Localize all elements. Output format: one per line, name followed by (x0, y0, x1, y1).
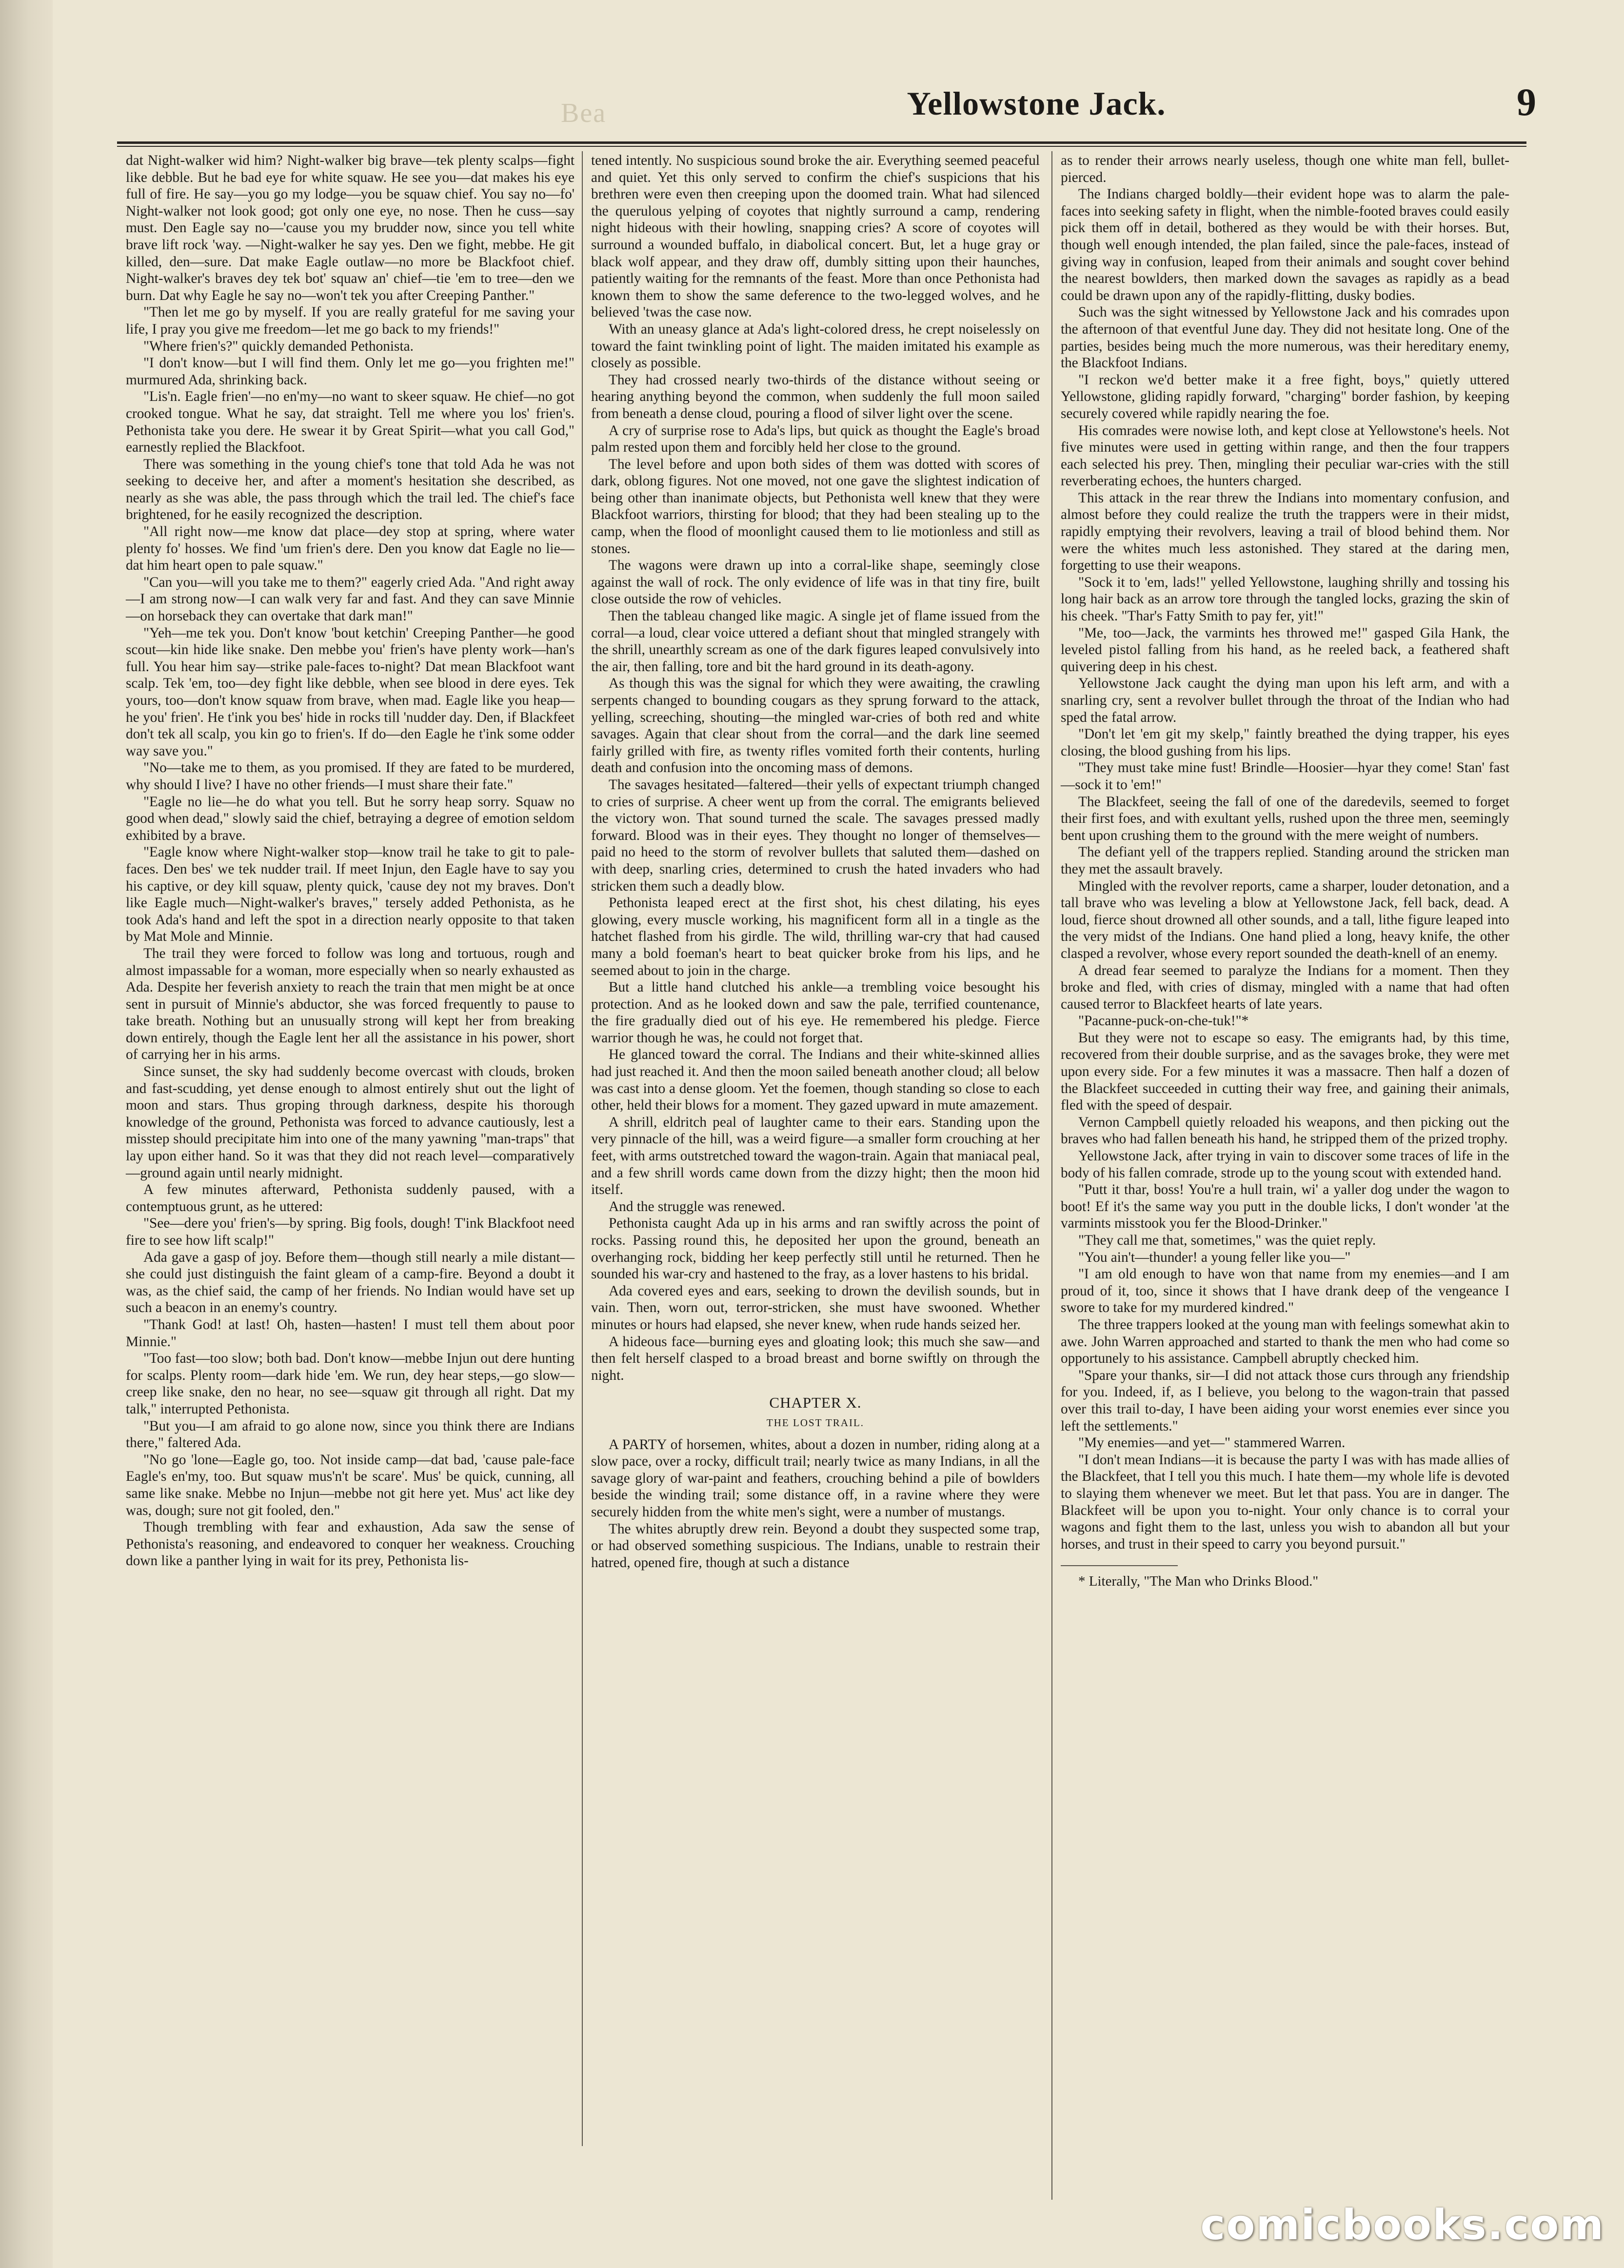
page-number: 9 (1517, 81, 1536, 124)
paragraph: "No—take me to them, as you promised. If they are fated to be murdered, why should I live? I have no other friends—I must share their fate." (126, 760, 574, 793)
paragraph: The Blackfeet, seeing the fall of one of the daredevils, seemed to forget their first foes, and with exultant yells, rushed upon the three men, seemingly bent upon crushing them to the ground with the mere weight of numbers. (1061, 794, 1509, 843)
paragraph: The whites abruptly drew rein. Beyond a doubt they suspected some trap, or had observed something suspicious. The Indians, unable to restrain their hatred, opened fire, though at such a distance (591, 1521, 1040, 1571)
paragraph: Then the tableau changed like magic. A single jet of flame issued from the corral—a loud, clear voice uttered a defiant shout that mingled strangely with the shrill, unearthly scream as one of the dark figures leaped convulsively into the air, then falling, tore and bit the hard ground in its death-agony. (591, 608, 1040, 675)
paragraph: "Sock it to 'em, lads!" yelled Yellowstone, laughing shrilly and tossing his long hair back as an arrow tore through the tangled locks, grazing the skin of his cheek. "Thar's Fatty Smith to pay fer, yit!" (1061, 574, 1509, 624)
text-column-3 (1061, 152, 1509, 1590)
column-divider (1051, 151, 1052, 2200)
paragraph: "My enemies—and yet—" stammered Warren. (1078, 1435, 1346, 1451)
paragraph: "Too fast—too slow; both bad. Don't know—mebbe Injun out dere hunting for scalps. Plenty room—dark hide 'em. We run, dey hear steps,—go slow—creep like snake, den no hear, no see—squaw git through all right. Dat my talk," interrupted Pethonista. (126, 1351, 574, 1417)
paragraph: dat Night-walker wid him? Night-walker big brave—tek plenty scalps—fight like debble. But he bad eye for white squaw. He see you—dat makes his eye full of fire. He say—you go my lodge—you be squaw chief. You say no—fo' Night-walker not look good; got only one eye, no nose. Then he cuss—say must. Den Eagle say no—'cause you my brudder now, since you tell white brave lift rock 'way. —Night-walker he say yes. Den we fight, mebbe. He git killed, den—sure. Dat make Eagle outlaw—no more be Blackfoot chief. Night-walker's braves dey tek bot' squaw an' chief—tie 'em to tree—den we burn. Dat why Eagle he say no—won't tek you after Creeping Panther." (126, 153, 574, 303)
column-divider (582, 151, 583, 2146)
paragraph: "Eagle no lie—he do what you tell. But he sorry heap sorry. Squaw no good when dead," slowly said the chief, betraying a degree of emotion seldom exhibited by a brave. (126, 794, 574, 843)
paragraph: "No go 'lone—Eagle go, too. Not inside camp—dat bad, 'cause pale-face Eagle's en'my, too. But squaw mus'n't be scare'. Mus' be quick, cunning, all same like snake. Mebbe no Injun—mebbe not git here yet. Mus' act like dey was, dough; sure not git fooled, den." (126, 1452, 574, 1518)
paragraph: The defiant yell of the trappers replied. Standing around the stricken man they met the assault bravely. (1061, 844, 1509, 877)
header-rule (117, 141, 1526, 147)
paragraph: Vernon Campbell quietly reloaded his weapons, and then picking out the braves who had fallen beneath his hand, he stripped them of the prized trophy. (1061, 1114, 1509, 1147)
binding-gutter (0, 0, 53, 2268)
paragraph: A few minutes afterward, Pethonista suddenly paused, with a contemptuous grunt, as he uttered: (126, 1182, 574, 1214)
running-title: Yellowstone Jack. (907, 85, 1166, 122)
paragraph: They had crossed nearly two-thirds of the distance without seeing or hearing anything beyond the common, when suddenly the full moon sailed from beneath a dense cloud, pouring a flood of silver light over the scene. (591, 372, 1040, 421)
paragraph: "Spare your thanks, sir—I did not attack those curs through any friendship for you. Indeed, if, as I believe, you belong to the wagon-train that passed over this trail to-day, I have been aiding your worst enemies ever since you left the settlements." (1061, 1367, 1509, 1434)
paragraph: Pethonista caught Ada up in his arms and ran swiftly across the point of rocks. Passing round this, he deposited her upon the ground, beneath an overhanging rock, bidding her keep perfectly still until he returned. Then he sounded his war-cry and hastened to the fray, as a lover hastens to his bridal. (591, 1215, 1040, 1282)
paragraph: "All right now—me know dat place—dey stop at spring, where water plenty fo' hosses. We find 'um frien's dere. Den you know dat Eagle no lie—dat him heart open to pale squaw." (126, 524, 574, 574)
paragraph: "They call me that, sometimes," was the quiet reply. (1078, 1233, 1376, 1248)
paragraph: "Pacanne-puck-on-che-tuk!"* (1078, 1013, 1249, 1029)
paragraph: "I reckon we'd better make it a free fight, boys," quietly uttered Yellowstone, gliding rapidly forward, "charging" border fashion, by keeping securely covered while rapidly nearing the foe. (1061, 372, 1509, 421)
paragraph: The savages hesitated—faltered—their yells of expectant triumph changed to cries of surprise. A cheer went up from the corral. The emigrants believed the victory won. That sound turned the scale. The savages pressed madly forward. Blood was in their eyes. They thought no longer of themselves—paid no heed to the storm of revolver bullets that saluted them—dashed on with deep, snarling cries, determined to crush the hated invaders who had stricken them such a deadly blow. (591, 776, 1040, 894)
paragraph: There was something in the young chief's tone that told Ada he was not seeking to deceive her, and after a moment's hesitation she described, as nearly as she was able, the pass through which the trail led. The chief's face brightened, for he easily recognized the description. (126, 456, 574, 523)
paragraph: But they were not to escape so easy. The emigrants had, by this time, recovered from their double surprise, and as the savages broke, they were met upon every side. For a few minutes it was a massacre. Then half a dozen of the Blackfeet succeeded in cutting their way free, and gaining their animals, fled with the speed of despair. (1061, 1030, 1509, 1114)
paragraph: "Thank God! at last! Oh, hasten—hasten! I must tell them about poor Minnie." (126, 1316, 574, 1350)
text-column-1 (126, 152, 574, 1570)
paragraph: "I am old enough to have won that name from my enemies—and I am proud of it, too, since it shows that I have drank deep of the vengeance I swore to take for my murdered kindred." (1061, 1266, 1509, 1316)
paragraph: A cry of surprise rose to Ada's lips, but quick as thought the Eagle's broad palm rested upon them and forcibly held her close to the ground. (591, 422, 1040, 456)
paragraph: The level before and upon both sides of them was dotted with scores of dark, oblong figures. Not one moved, not one gave the slightest indication of being other than inanimate objects, but Pethonista well knew that they were Blackfoot warriors, thirsting for blood; that they had been stealing up to the camp, when the flood of moonlight caused them to lie motionless and still as stones. (591, 456, 1040, 557)
paragraph: "Putt it thar, boss! You're a hull train, wi' a yaller dog under the wagon to boot! Ef it's the same way you putt in the double licks, I don't wonder 'at the varmints misstook you fer the Blood-Drinker." (1061, 1182, 1509, 1232)
footnote: * Literally, "The Man who Drinks Blood." (1078, 1573, 1319, 1590)
paragraph: "Don't let 'em git my skelp," faintly breathed the dying trapper, his eyes closing, the blood gushing from his lips. (1061, 726, 1509, 759)
paragraph: "See—dere you' frien's—by spring. Big fools, dough! T'ink Blackfoot need fire to see how lift scalp!" (126, 1215, 574, 1248)
paragraph: "I don't mean Indians—it is because the party I was with has made allies of the Blackfeet, that I tell you this much. I hate them—my whole life is devoted to slaying them whenever we meet. But let that pass. You are in danger. The Blackfeet will be upon you to-night. Your only chance is to corral your wagons and fight them to the last, unless you wish to abandon all but your horses, and trust in their speed to carry you beyond pursuit." (1061, 1452, 1509, 1552)
paragraph: This attack in the rear threw the Indians into momentary confusion, and almost before they could realize the truth the trappers were in their midst, rapidly emptying their revolvers, leaving a trail of blood behind them. Nor were the whites much less astonished. They stared at the daring men, forgetting to use their weapons. (1061, 490, 1509, 574)
paragraph: "I don't know—but I will find them. Only let me go—you frighten me!" murmured Ada, shrinking back. (126, 355, 574, 388)
paragraph: "Then let me go by myself. If you are really grateful for me saving your life, I pray you give me freedom—let me go back to my friends!" (126, 304, 574, 337)
bleed-through-text: Bea (561, 98, 607, 128)
paragraph: "Can you—will you take me to them?" eagerly cried Ada. "And right away—I am strong now—I can walk very far and fast. And they can save Minnie—on horseback they can overtake that dark man!" (126, 574, 574, 624)
paragraph: The three trappers looked at the young man with feelings somewhat akin to awe. John Warren approached and started to thank the men who had come so opportunely to his assistance. Campbell abruptly checked him. (1061, 1316, 1509, 1367)
paragraph: Since sunset, the sky had suddenly become overcast with clouds, broken and fast-scudding, yet dense enough to almost entirely shut out the light of moon and stars. Thus groping through darkness, despite his thorough knowledge of the ground, Pethonista was forced to advance cautiously, lest a misstep should precipitate him into one of the many yawning "man-traps" that lay upon either hand. So it was that they did not reach level—comparatively—ground again until nearly midnight. (126, 1064, 574, 1181)
chapter-subtitle: THE LOST TRAIL. (766, 1416, 865, 1429)
paragraph: The trail they were forced to follow was long and tortuous, rough and almost impassable for a woman, more especially when so nearly exhausted as Ada. Despite her feverish anxiety to reach the train that men might be at once sent in pursuit of Minnie's abductor, she was forced frequently to pause to take breath. Nothing but an unusually strong will kept her from breaking down entirely, though the Eagle lent her all the assistance in his power, short of carrying her in his arms. (126, 945, 574, 1063)
paragraph: A hideous face—burning eyes and gloating look; this much she saw—and then felt herself clasped to a broad breast and borne swiftly on through the night. (591, 1333, 1040, 1383)
paragraph: But a little hand clutched his ankle—a trembling voice besought his protection. And as he looked down and saw the pale, terrified countenance, the fire gradually died out of his eye. He remembered his pledge. Fierce warrior though he was, he could not forget that. (591, 979, 1040, 1046)
paragraph: The wagons were drawn up into a corral-like shape, seemingly close against the wall of rock. The only evidence of life was in that tiny fire, built close outside the row of vehicles. (591, 557, 1040, 607)
paragraph: "Lis'n. Eagle frien'—no en'my—no want to skeer squaw. He chief—no got crooked tongue. What he say, dat straight. Tell me where you los' frien's. Pethonista take you dere. He swear it by Great Spirit—what you call God," earnestly replied the Blackfoot. (126, 389, 574, 456)
paragraph: "You ain't—thunder! a young feller like you—" (1078, 1249, 1351, 1265)
paragraph: Ada gave a gasp of joy. Before them—though still nearly a mile distant—she could just distinguish the faint gleam of a camp-fire. Beyond a doubt it was, as the chief said, the camp of her friends. No Indian would have set up such a beacon in an enemy's country. (126, 1249, 574, 1316)
paragraph: Mingled with the revolver reports, came a sharper, louder detonation, and a tall brave who was leveling a blow at Yellowstone Jack, fell back, dead. A loud, fierce shout drowned all other sounds, and a tall, lithe figure leaped into the very midst of the Indians. One hand plied a long, heavy knife, the other clasped a revolver, whose every report sounded the death-knell of an enemy. (1061, 878, 1509, 961)
site-watermark: comicbooks.com (1200, 2201, 1604, 2249)
paragraph: "Eagle know where Night-walker stop—know trail he take to git to pale-faces. Den bes' we tek nudder trail. If meet Injun, den Eagle have to say you his captive, or dey kill squaw, plenty quick, 'cause dey not my braves. Don't like Eagle much—Night-walker's braves," tersely added Pethonista, as he took Ada's hand and left the spot in a direction nearly opposite to that taken by Mat Mole and Minnie. (126, 844, 574, 945)
paragraph: Such was the sight witnessed by Yellowstone Jack and his comrades upon the afternoon of that eventful June day. They did not hesitate long. One of the parties, besides being much the more numerous, was their hereditary enemy, the Blackfoot Indians. (1061, 304, 1509, 371)
paragraph: "Where frien's?" quickly demanded Pethonista. (143, 338, 414, 354)
paragraph: as to render their arrows nearly useless, though one white man fell, bullet-pierced. (1061, 153, 1509, 185)
paragraph: As though this was the signal for which they were awaiting, the crawling serpents changed to bounding cougars as they sprung forward to the attack, yelling, screeching, shouting—the mingled war-cries of both red and white savages. Again that clear shout from the corral—and the dark line seemed fairly grilled with fire, as twenty rifles vomited forth their contents, hurling death and confusion into the oncoming mass of demons. (591, 676, 1040, 776)
paragraph: Yellowstone Jack, after trying in vain to discover some traces of life in the body of his fallen comrade, strode up to the young scout with extended hand. (1061, 1148, 1509, 1181)
paragraph: And the struggle was renewed. (609, 1198, 786, 1214)
paragraph: "They must take mine fust! Brindle—Hoosier—hyar they come! Stan' fast—sock it to 'em!" (1061, 760, 1509, 793)
paragraph: A PARTY of horsemen, whites, about a dozen in number, riding along at a slow pace, over a rocky, difficult trail; nearly twice as many Indians, in all the savage glory of war-paint and feathers, crouching behind a pile of bowlders beside the winding trail; some distance off, in a ravine where they were securely hidden from the white men's sight, were a number of mustangs. (591, 1436, 1040, 1520)
paragraph: A dread fear seemed to paralyze the Indians for a moment. Then they broke and fled, with cries of dismay, mingled with a name that had often caused terror to Blackfeet hearts of late years. (1061, 962, 1509, 1012)
text-column-2 (591, 152, 1040, 1571)
paragraph: The Indians charged boldly—their evident hope was to alarm the pale-faces into seeking safety in flight, when the nimble-footed braves could easily pick them off in detail, bothered as they would be with their horses. But, though well enough intended, the plan failed, since the pale-faces, instead of giving way in confusion, leaped from their animals and sought cover behind the nearest bowlders, then marked down the savages as rapidly as a bead could be drawn upon any of the rapidly-flitting, dusky bodies. (1061, 186, 1509, 303)
paragraph: Yellowstone Jack caught the dying man upon his left arm, and with a snarling cry, sent a revolver bullet through the throat of the Indian who had sped the fatal arrow. (1061, 676, 1509, 725)
paragraph: tened intently. No suspicious sound broke the air. Everything seemed peaceful and quiet. Yet this only served to confirm the chief's suspicions that his brethren were even then creeping upon the doomed train. What had silenced the querulous yelping of coyotes that nightly surround a camp, rendering night hideous with their howling, snapping cries? A score of coyotes will surround a wounded buffalo, in diabolical concert. But, let a huge gray or black wolf appear, and they draw off, dumbly sitting upon their haunches, patiently waiting for the remnants of the feast. More than once Pethonista had known them to show the same deference to the two-legged wolves, and he believed 'twas the case now. (591, 153, 1040, 320)
paragraph: He glanced toward the corral. The Indians and their white-skinned allies had just reached it. And then the moon sailed beneath another cloud; all below was cast into a dense gloom. Yet the foemen, though standing so close to each other, held their blows for a moment. They gazed upward in mute amazement. (591, 1047, 1040, 1114)
paragraph: "Yeh—me tek you. Don't know 'bout ketchin' Creeping Panther—he good scout—kin hide like snake. Den mebbe you' frien's have plenty work—han's full. You hear him say—strike pale-faces to-night? Dat mean Blackfoot want scalp. Tek 'em, too—dey fight like debble, when see blood in dere eyes. Tek yours, too—don't know squaw from brave, when mad. Eagle like you heap—he you' frien'. He t'ink you bes' hide in rocks till 'nudder day. Den, if Blackfeet don't tek all scalp, you kin go to frien's. If do—den Eagle he t'ink some odder way save you." (126, 625, 574, 759)
paragraph: With an uneasy glance at Ada's light-colored dress, he crept noiselessly on toward the faint twinkling point of light. The maiden imitated his example as closely as possible. (591, 321, 1040, 371)
paragraph: "Me, too—Jack, the varmints hes throwed me!" gasped Gila Hank, the leveled pistol falling from his hand, as he reeled back, a feathered shaft quivering deep in his chest. (1061, 625, 1509, 675)
running-header (634, 80, 1536, 149)
paragraph: "But you—I am afraid to go alone now, since you think there are Indians there," faltered Ada. (126, 1418, 574, 1451)
paragraph: Ada covered eyes and ears, seeking to drown the devilish sounds, but in vain. Then, worn out, terror-stricken, she must have swooned. Whether minutes or hours had elapsed, she never knew, when rude hands seized her. (591, 1283, 1040, 1333)
paragraph: Pethonista leaped erect at the first shot, his chest dilating, his eyes glowing, every muscle working, his magnificent form all in a tingle as the hatchet flashed from his girdle. The wild, thrilling war-cry that had caused many a bold foeman's heart to beat quicker broke from his lips, and he seemed about to join in the charge. (591, 895, 1040, 978)
paragraph: A shrill, eldritch peal of laughter came to their ears. Standing upon the very pinnacle of the hill, was a weird figure—a smaller form crouching at her feet, with arms outstretched toward the wagon-train. Again that maniacal peal, and a few shrill words came down from the dizzy hight; then the moon hid itself. (591, 1114, 1040, 1198)
chapter-heading: CHAPTER X. (769, 1394, 862, 1412)
footnote-rule (1061, 1565, 1178, 1566)
paragraph: His comrades were nowise loth, and kept close at Yellowstone's heels. Not five minutes were used in getting within range, and then the four trappers each selected his prey. Then, mingling their peculiar war-cries with the still reverberating echoes, the hunters charged. (1061, 422, 1509, 489)
paragraph: Though trembling with fear and exhaustion, Ada saw the sense of Pethonista's reasoning, and endeavored to conquer her weakness. Crouching down like a panther lying in wait for its prey, Pethonista lis- (126, 1519, 574, 1569)
